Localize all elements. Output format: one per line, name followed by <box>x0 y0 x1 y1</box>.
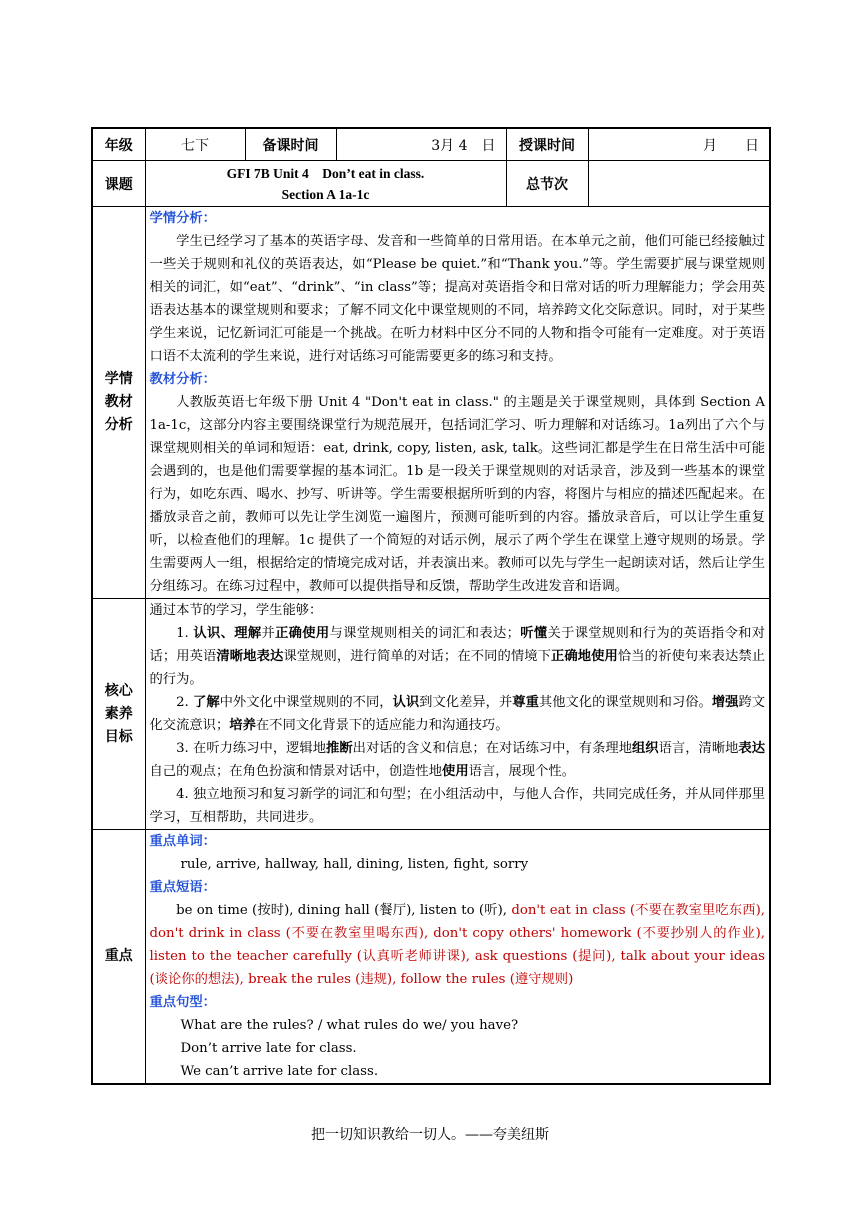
total-sessions-label: 总节次 <box>506 161 588 207</box>
core-goal-2: 2. 了解中外文化中课堂规则的不同，认识到文化差异，并尊重其他文化的课堂规则和习俗。增强跨文化交流意识；培养在不同文化背景下的适应能力和沟通技巧。 <box>149 695 766 733</box>
key-sentence-3: We can’t arrive late for class. <box>180 1064 379 1079</box>
lesson-title <box>145 161 506 207</box>
key-words-heading: 重点单词： <box>149 834 216 849</box>
core-goals-side-label: 核心 素养 目标 <box>92 599 145 830</box>
teach-date: 月 日 <box>588 128 770 161</box>
key-points-side-label: 重点 <box>92 830 145 1085</box>
lesson-title-line1: GFI 7B Unit 4 Don’t eat in class. <box>226 165 425 181</box>
key-phrases-list <box>150 899 766 991</box>
core-goal-4: 4. 独立地预习和复习新学的词汇和句型；在小组活动中，与他人合作，共同完成任务，并从同伴那里学习，互相帮助，共同进步。 <box>149 787 765 825</box>
key-sentence-2: Don’t arrive late for class. <box>180 1041 357 1056</box>
core-goal-3: 3. 在听力练习中，逻辑地推断出对话的含义和信息；在对话练习中，有条理地组织语言，清晰地表达自己的观点；在角色扮演和情景对话中，创造性地使用语言，展现个性。 <box>149 741 766 779</box>
key-sentences-heading: 重点句型： <box>149 995 216 1010</box>
core-goal-1: 1. 认识、理解并正确使用与课堂规则相关的词汇和表达；听懂关于课堂规则和行为的英语指令和对话；用英语清晰地表达课堂规则，进行简单的对话；在不同的情境下正确地使用恰当的祈使句来表达禁止的行为。 <box>149 626 766 687</box>
key-phrases-basic: be on time (按时), dining hall (餐厅), listen to (听), <box>176 903 512 918</box>
key-phrases-heading: 重点短语： <box>149 880 216 895</box>
lesson-plan-table <box>91 127 771 1085</box>
footer-quote: 把一切知识教给一切人。——夸美纽斯 <box>311 1127 549 1143</box>
key-points-content <box>145 830 770 1085</box>
title-row <box>92 161 770 207</box>
grade-label: 年级 <box>92 128 145 161</box>
material-analysis-heading: 教材分析： <box>149 372 216 387</box>
key-phrases-rules: don't eat in class (不要在教室里吃东西), don't drink in class (不要在教室里喝东西), don't copy others' homework (不要抄别人的作业), listen to the teacher carefully (认真听老师讲课), ask questions (提问), talk about your ideas (谈论你的想法), break the rules (违规), follow the rules (遵守规则) <box>149 903 765 987</box>
total-sessions-value <box>588 161 770 207</box>
key-sentence-1: What are the rules? / what rules do we/ you have? <box>180 1018 519 1033</box>
key-words-list: rule, arrive, hallway, hall, dining, listen, fight, sorry <box>180 857 529 872</box>
grade-value: 七下 <box>145 128 245 161</box>
analysis-content <box>145 207 770 599</box>
core-goals-content <box>145 599 770 830</box>
analysis-side-label: 学情 教材 分析 <box>92 207 145 599</box>
key-points-row <box>92 830 770 1085</box>
teach-time-label: 授课时间 <box>506 128 588 161</box>
topic-label: 课题 <box>92 161 145 207</box>
analysis-row <box>92 207 770 599</box>
student-analysis-heading: 学情分析： <box>149 211 216 226</box>
prep-date: 3月 4 日 <box>336 128 506 161</box>
prep-time-label: 备课时间 <box>245 128 336 161</box>
core-goals-row <box>92 599 770 830</box>
material-analysis-text: 人教版英语七年级下册 Unit 4 "Don't eat in class." 的主题是关于课堂规则，具体到 Section A 1a-1c，这部分内容主要围绕课堂行为规范展开，包括词汇学习、听力理解和对话练习。1a列出了六个与课堂规则相关的单词和短语：eat, drink, copy, listen, ask, talk。这些词汇都是学生在日常生活中可能会遇到的，也是他们需要掌握的基本词汇。1b 是一段关于课堂规则的对话录音，涉及到一些基本的课堂行为，如吃东西、喝水、抄写、听讲等。学生需要根据所听到的内容，将图片与相应的描述匹配起来。在播放录音之前，教师可以先让学生浏览一遍图片，预测可能听到的内容。播放录音后，可以让学生重复听，以检查他们的理解。1c 提供了一个简短的对话示例，展示了两个学生在课堂上遵守规则的场景。学生需要两人一组，根据给定的情境完成对话，并表演出来。教师可以先与学生一起朗读对话，然后让学生分组练习。在练习过程中，教师可以提供指导和反馈，帮助学生改进发音和语调。 <box>149 395 765 594</box>
student-analysis-text: 学生已经学习了基本的英语字母、发音和一些简单的日常用语。在本单元之前，他们可能已经接触过一些关于规则和礼仪的英语表达，如“Please be quiet.”和“Thank you.”等。学生需要扩展与课堂规则相关的词汇，如“eat”、“drink”、“in class”等；提高对英语指令和日常对话的听力理解能力；学会用英语表达基本的课堂规则和要求；了解不同文化中课堂规则的不同，培养跨文化交际意识。同时，对于某些学生来说，记忆新词汇可能是一个挑战。在听力材料中区分不同的人物和指令可能有一定难度。对于英语口语不太流利的学生来说，进行对话练习可能需要更多的练习和支持。 <box>149 234 765 364</box>
lesson-title-line2: Section A 1a-1c <box>281 186 370 202</box>
header-row <box>92 128 770 161</box>
core-goals-intro: 通过本节的学习，学生能够： <box>149 603 323 618</box>
